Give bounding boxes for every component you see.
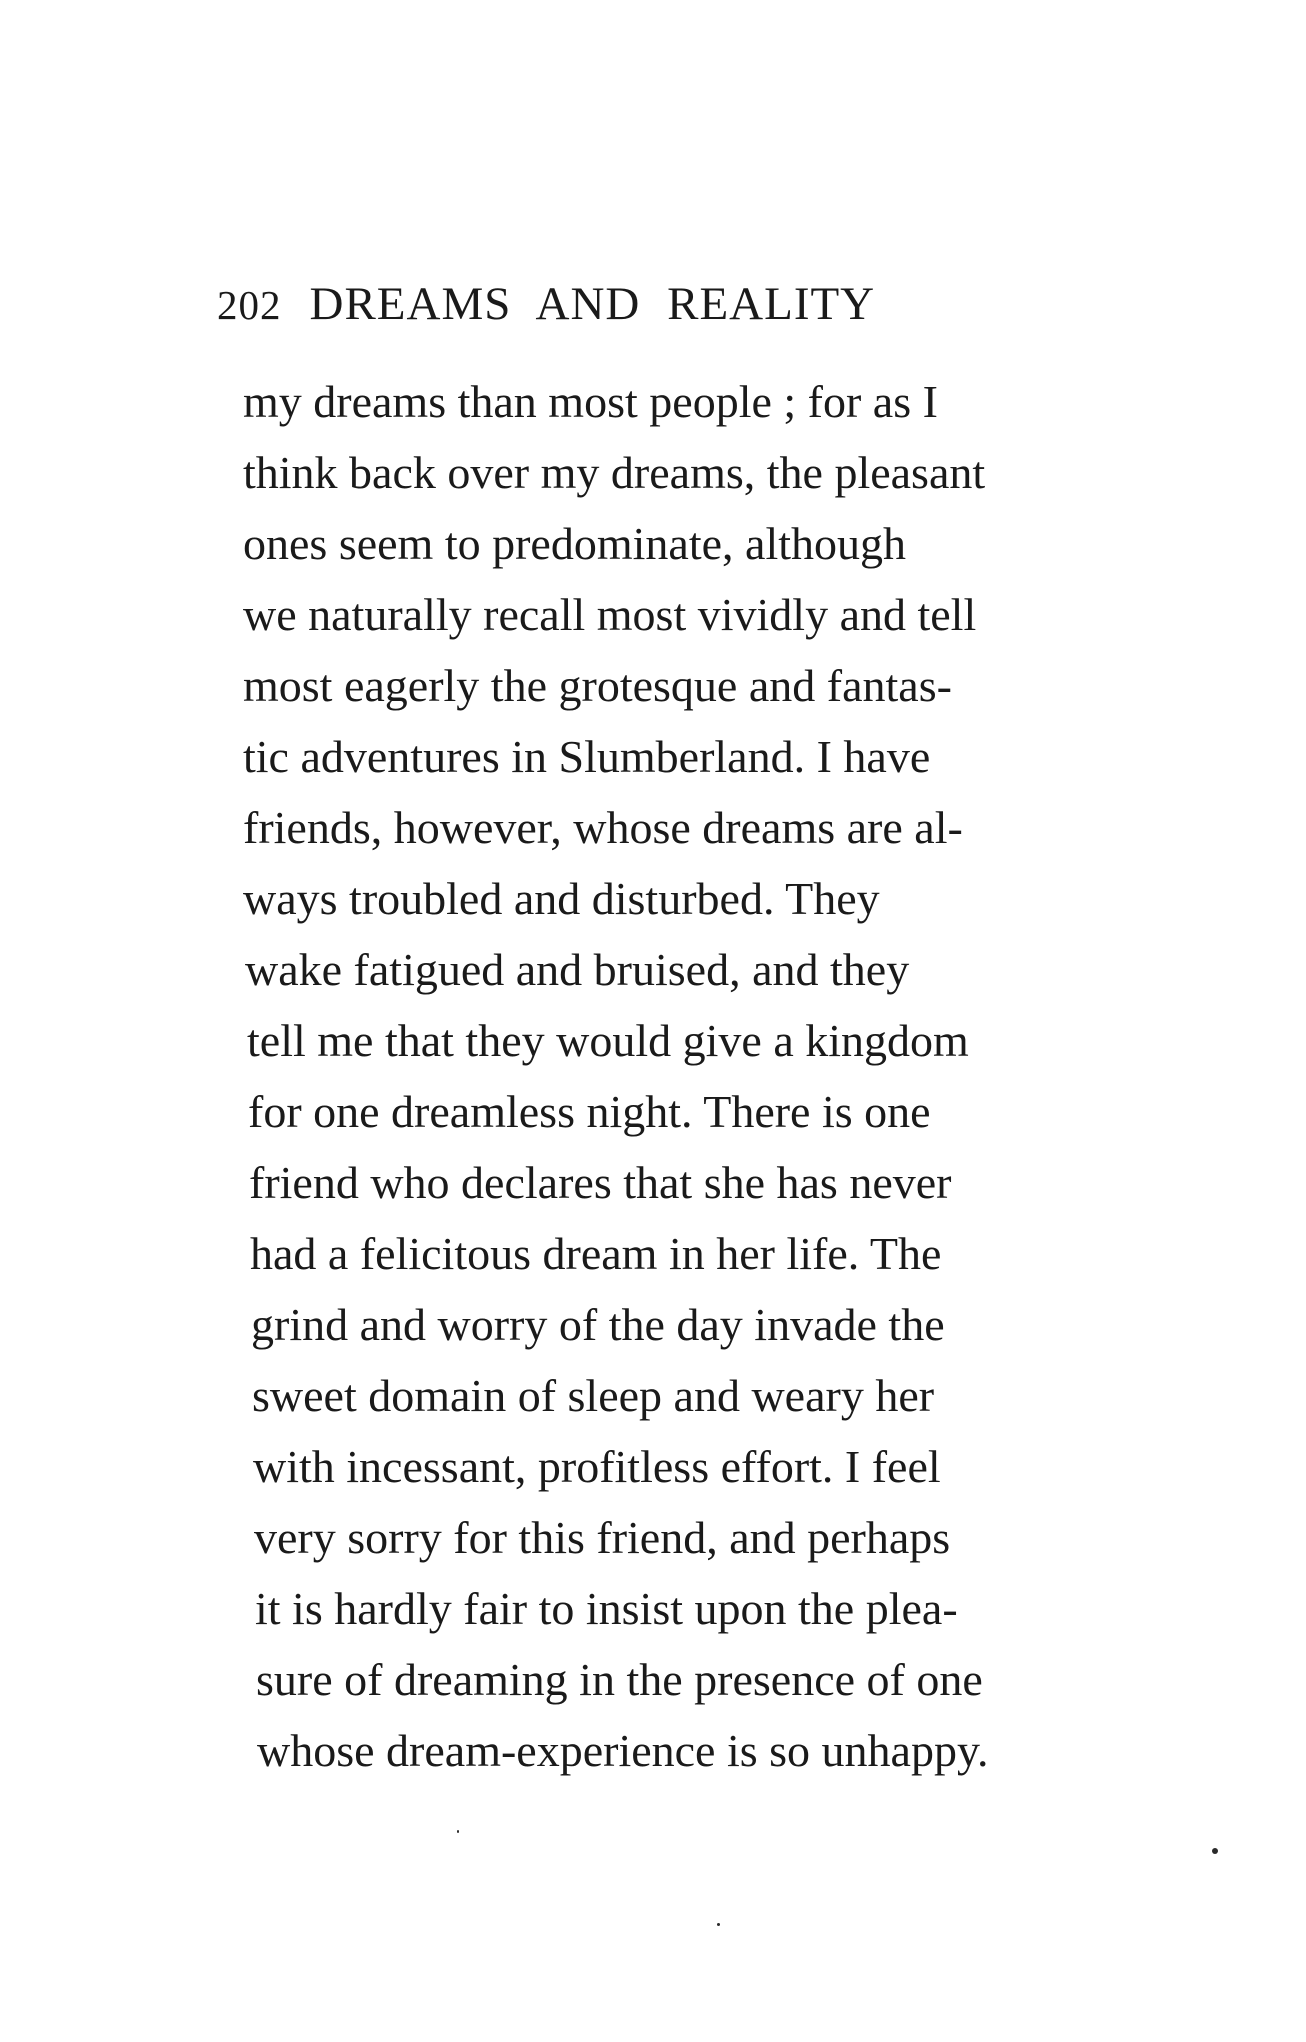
text-line: for one dreamless night. There is one [248, 1086, 931, 1137]
scan-speck [457, 1830, 459, 1833]
running-title: DREAMS AND REALITY [309, 278, 876, 330]
text-line: ways troubled and disturbed. They [243, 873, 880, 924]
text-line: think back over my dreams, the pleasant [243, 447, 986, 498]
page-number: 202 [217, 282, 282, 328]
running-head [217, 272, 1017, 336]
text-line: whose dream-experience is so unhappy. [257, 1725, 989, 1776]
text-line: it is hardly fair to insist upon the plea- [255, 1583, 958, 1634]
text-line: sweet domain of sleep and weary her [252, 1370, 935, 1421]
text-line: sure of dreaming in the presence of one [256, 1654, 983, 1705]
text-line: very sorry for this friend, and perhaps [254, 1512, 951, 1563]
text-line: my dreams than most people ; for as I [243, 376, 938, 427]
text-line: tell me that they would give a kingdom [247, 1015, 969, 1066]
scan-speck [1212, 1848, 1218, 1854]
text-line: ones seem to predominate, although [243, 518, 907, 569]
text-line: grind and worry of the day invade the [251, 1299, 945, 1350]
text-line: we naturally recall most vividly and tell [243, 589, 977, 640]
text-line: wake fatigued and bruised, and they [245, 944, 910, 995]
text-line: friends, however, whose dreams are al- [243, 802, 963, 853]
text-line: with incessant, profitless effort. I feel [253, 1441, 941, 1492]
body-text [243, 366, 1143, 1786]
text-line: most eagerly the grotesque and fantas- [243, 660, 952, 711]
scan-speck [717, 1923, 720, 1926]
text-line: tic adventures in Slumberland. I have [243, 731, 931, 782]
text-line: friend who declares that she has never [249, 1157, 952, 1208]
text-line: had a felicitous dream in her life. The [250, 1228, 942, 1279]
